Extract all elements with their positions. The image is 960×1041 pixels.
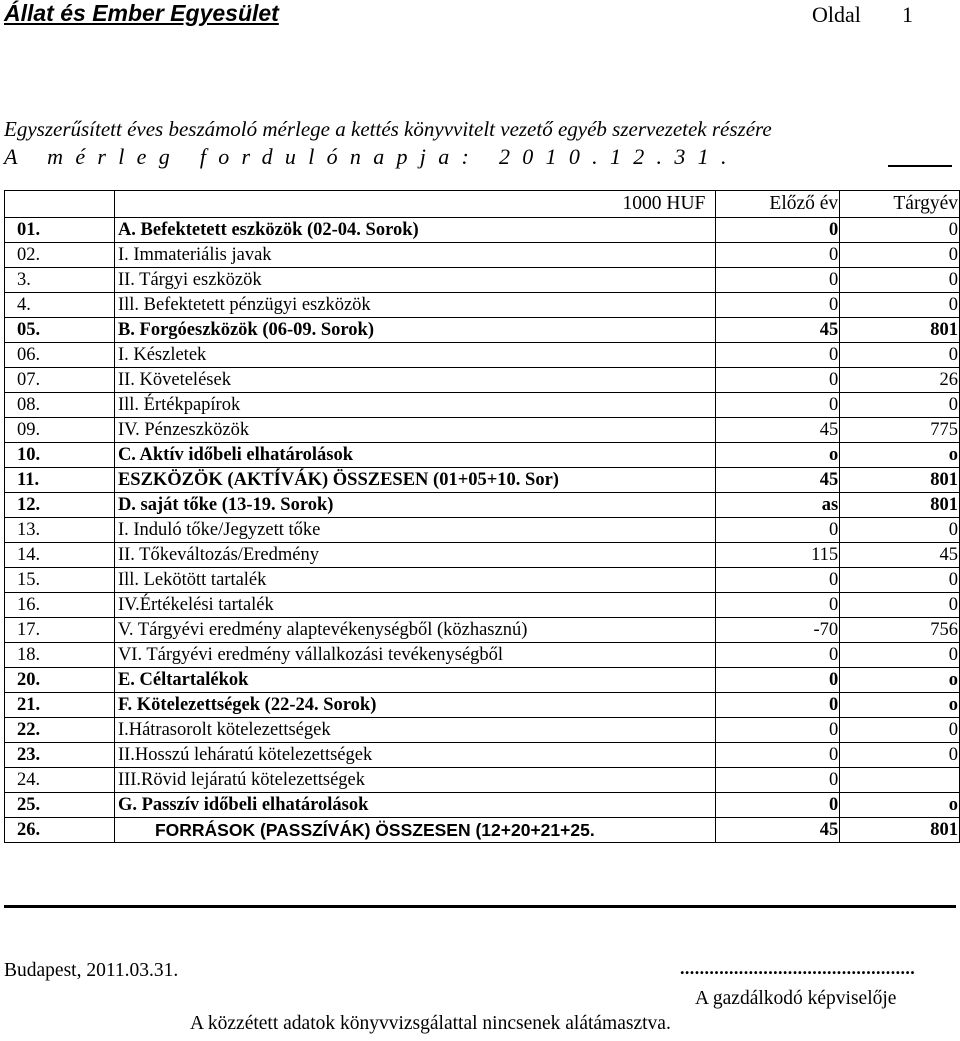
row-name: I. Induló tőke/Jegyzett tőke (114, 518, 715, 543)
table-row (5, 793, 960, 818)
row-code: 17. (5, 618, 115, 643)
row-prev-value: 45 (716, 318, 840, 343)
row-name: Ill. Befektetett pénzügyi eszközök (114, 293, 715, 318)
table-row (5, 543, 960, 568)
row-curr-value: o (840, 693, 960, 718)
header-current-year: Tárgyév (840, 191, 960, 218)
table-row (5, 618, 960, 643)
table-row (5, 243, 960, 268)
table-row (5, 718, 960, 743)
row-code: 11. (5, 468, 115, 493)
table-header-row (5, 191, 960, 218)
row-code: 12. (5, 493, 115, 518)
row-name: Ill. Értékpapírok (114, 393, 715, 418)
row-curr-value: 0 (840, 293, 960, 318)
row-prev-value: 115 (716, 543, 840, 568)
row-curr-value: 0 (840, 568, 960, 593)
table-row (5, 268, 960, 293)
report-date-line: A mérleg fordulónapja: 2010.12.31. (4, 144, 739, 169)
row-prev-value: o (716, 443, 840, 468)
row-curr-value: 801 (840, 818, 960, 843)
row-curr-value: 0 (840, 393, 960, 418)
row-code: 23. (5, 743, 115, 768)
row-curr-value: 0 (840, 518, 960, 543)
row-name: E. Céltartalékok (114, 668, 715, 693)
row-name: FORRÁSOK (PASSZÍVÁK) ÖSSZESEN (12+20+21+25. (114, 818, 715, 843)
row-prev-value: 0 (716, 768, 840, 793)
row-curr-value: 801 (840, 493, 960, 518)
row-prev-value: 0 (716, 343, 840, 368)
row-curr-value: 0 (840, 593, 960, 618)
row-prev-value: 0 (716, 743, 840, 768)
header-code-cell (5, 191, 115, 218)
row-curr-value: 801 (840, 318, 960, 343)
row-curr-value: 0 (840, 218, 960, 243)
row-prev-value: 45 (716, 468, 840, 493)
bottom-divider (4, 905, 956, 908)
table-row (5, 743, 960, 768)
row-name: I. Immateriális javak (114, 243, 715, 268)
table-row (5, 818, 960, 843)
row-name: IV.Értékelési tartalék (114, 593, 715, 618)
table-row (5, 468, 960, 493)
row-prev-value: -70 (716, 618, 840, 643)
table-row (5, 693, 960, 718)
row-name: F. Kötelezettségek (22-24. Sorok) (114, 693, 715, 718)
row-name: D. saját tőke (13-19. Sorok) (114, 493, 715, 518)
row-name: II. Tőkeváltozás/Eredmény (114, 543, 715, 568)
row-code: 08. (5, 393, 115, 418)
row-prev-value: 45 (716, 418, 840, 443)
row-curr-value: 45 (840, 543, 960, 568)
table-row (5, 218, 960, 243)
row-curr-value: 775 (840, 418, 960, 443)
row-name: II. Tárgyi eszközök (114, 268, 715, 293)
page-number: 1 (902, 2, 913, 27)
row-curr-value: 0 (840, 743, 960, 768)
table-row (5, 768, 960, 793)
row-curr-value: 0 (840, 718, 960, 743)
table-row (5, 568, 960, 593)
row-prev-value: 0 (716, 568, 840, 593)
row-code: 18. (5, 643, 115, 668)
date-line-underline (888, 165, 952, 167)
table-row (5, 293, 960, 318)
row-name: ESZKÖZÖK (AKTÍVÁK) ÖSSZESEN (01+05+10. Sor) (114, 468, 715, 493)
row-curr-value: 756 (840, 618, 960, 643)
row-code: 02. (5, 243, 115, 268)
row-prev-value: 0 (716, 793, 840, 818)
row-code: 15. (5, 568, 115, 593)
row-code: 25. (5, 793, 115, 818)
row-name: G. Passzív időbeli elhatárolások (114, 793, 715, 818)
table-row (5, 518, 960, 543)
row-code: 10. (5, 443, 115, 468)
row-code: 20. (5, 668, 115, 693)
row-prev-value: 0 (716, 368, 840, 393)
row-curr-value: 0 (840, 268, 960, 293)
row-name: I.Hátrasorolt kötelezettségek (114, 718, 715, 743)
header-prev-year: Előző év (716, 191, 840, 218)
row-prev-value: 0 (716, 668, 840, 693)
row-prev-value: 0 (716, 693, 840, 718)
signature-label: A gazdálkodó képviselője (695, 988, 897, 1009)
report-subtitle: Egyszerűsített éves beszámoló mérlege a kettés könyvvitelt vezető egyéb szervezetek részére (4, 117, 772, 141)
row-curr-value: 801 (840, 468, 960, 493)
table-row (5, 643, 960, 668)
row-code: 01. (5, 218, 115, 243)
row-name: VI. Tárgyévi eredmény vállalkozási tevékenységből (114, 643, 715, 668)
row-code: 24. (5, 768, 115, 793)
row-prev-value: 45 (716, 818, 840, 843)
table-row (5, 443, 960, 468)
row-name: IV. Pénzeszközök (114, 418, 715, 443)
row-prev-value: 0 (716, 218, 840, 243)
row-code: 07. (5, 368, 115, 393)
balance-sheet-table (4, 190, 960, 843)
row-curr-value: o (840, 443, 960, 468)
row-code: 14. (5, 543, 115, 568)
table-row (5, 368, 960, 393)
row-name: A. Befektetett eszközök (02-04. Sorok) (114, 218, 715, 243)
row-curr-value: 0 (840, 243, 960, 268)
signature-line: ................................................ (680, 958, 916, 978)
row-code: 06. (5, 343, 115, 368)
row-curr-value: o (840, 793, 960, 818)
organization-name: Állat és Ember Egyesület (4, 0, 279, 26)
table-row (5, 418, 960, 443)
row-name: C. Aktív időbeli elhatárolások (114, 443, 715, 468)
row-prev-value: 0 (716, 718, 840, 743)
header-unit: 1000 HUF (114, 191, 715, 218)
row-name: II.Hosszú leháratú kötelezettségek (114, 743, 715, 768)
row-curr-value: 26 (840, 368, 960, 393)
row-name: B. Forgóeszközök (06-09. Sorok) (114, 318, 715, 343)
row-code: 13. (5, 518, 115, 543)
row-code: 21. (5, 693, 115, 718)
table-row (5, 593, 960, 618)
row-prev-value: 0 (716, 243, 840, 268)
row-name: V. Tárgyévi eredmény alaptevékenységből (közhasznú) (114, 618, 715, 643)
row-prev-value: 0 (716, 393, 840, 418)
row-code: 3. (5, 268, 115, 293)
row-prev-value: 0 (716, 593, 840, 618)
row-curr-value (840, 768, 960, 793)
table-row (5, 318, 960, 343)
row-prev-value: 0 (716, 518, 840, 543)
table-row (5, 493, 960, 518)
row-prev-value: 0 (716, 643, 840, 668)
row-code: 26. (5, 818, 115, 843)
row-curr-value: 0 (840, 343, 960, 368)
table-row (5, 343, 960, 368)
row-prev-value: as (716, 493, 840, 518)
place-and-date: Budapest, 2011.03.31. (4, 960, 179, 981)
row-curr-value: o (840, 668, 960, 693)
row-name: Ill. Lekötött tartalék (114, 568, 715, 593)
row-prev-value: 0 (716, 268, 840, 293)
page-label: Oldal (812, 2, 861, 27)
row-code: 4. (5, 293, 115, 318)
row-code: 05. (5, 318, 115, 343)
row-name: I. Készletek (114, 343, 715, 368)
row-code: 16. (5, 593, 115, 618)
table-row (5, 668, 960, 693)
row-name: III.Rövid lejáratú kötelezettségek (114, 768, 715, 793)
row-name: II. Követelések (114, 368, 715, 393)
row-curr-value: 0 (840, 643, 960, 668)
row-prev-value: 0 (716, 293, 840, 318)
table-row (5, 393, 960, 418)
row-code: 09. (5, 418, 115, 443)
row-code: 22. (5, 718, 115, 743)
audit-note: A közzétett adatok könyvvizsgálattal nincsenek alátámasztva. (190, 1013, 671, 1034)
